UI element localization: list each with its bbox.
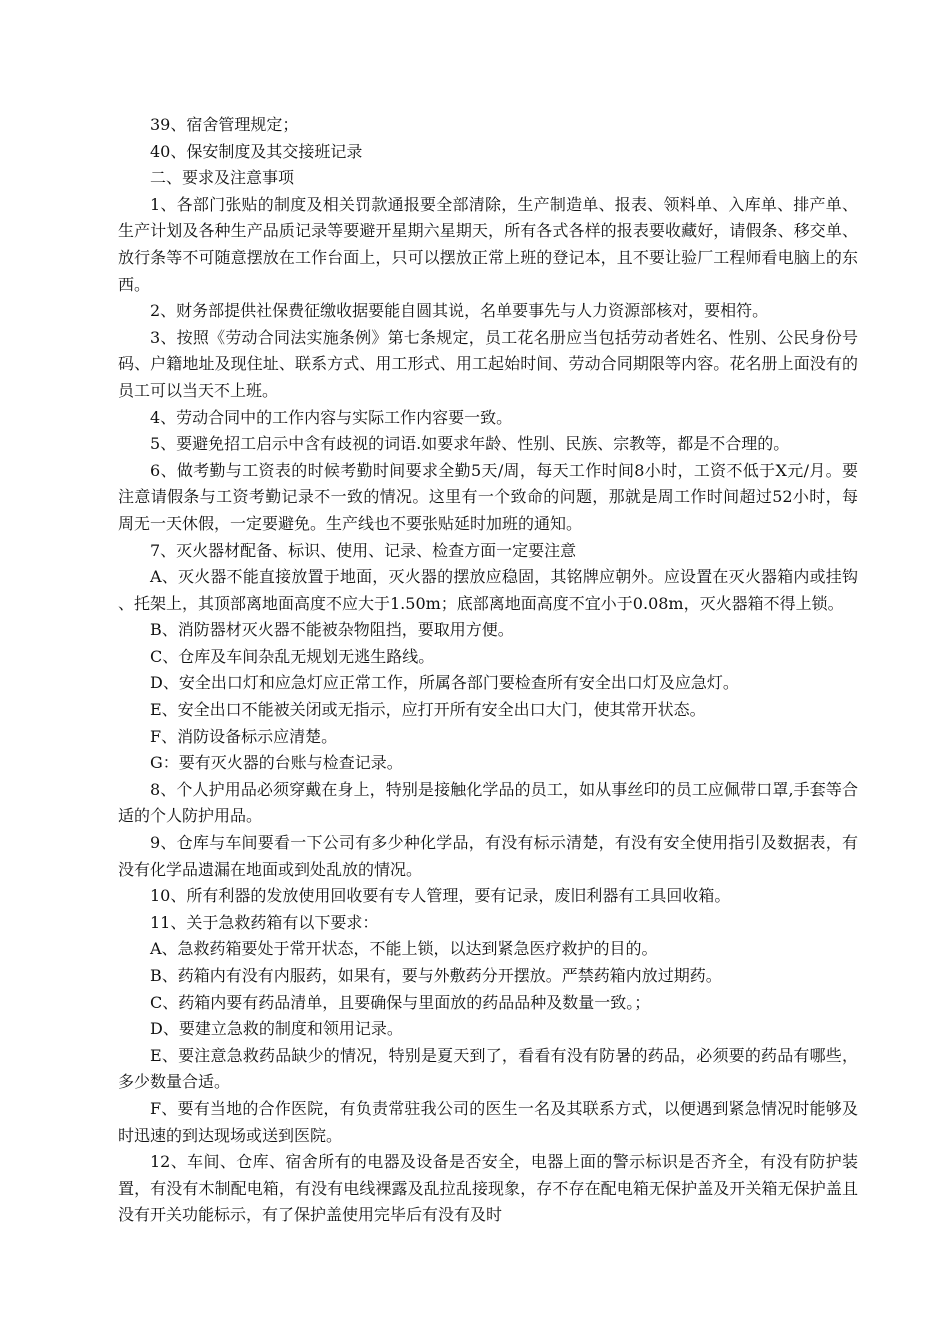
paragraph: 1、各部门张贴的制度及相关罚款通报要全部清除，生产制造单、报表、领料单、入库单、排产单、生产计划及各种生产品质记录等要避开星期六星期天，所有各式各样的报表要收藏好，请假条、移交单、放行条等不可随意摆放在工作台面上，只可以摆放正常上班的登记本，且不要让验厂工程师看电脑上的东西。 — [118, 194, 858, 294]
paragraph: F、消防设备标示应清楚。 — [150, 726, 338, 746]
paragraph: C、仓库及车间杂乱无规划无逃生路线。 — [150, 646, 435, 666]
paragraph: 5、要避免招工启示中含有歧视的词语.如要求年龄、性别、民族、宗教等，都是不合理的。 — [150, 434, 790, 454]
paragraph: G：要有灭火器的台账与检查记录。 — [150, 753, 403, 773]
paragraph: 4、劳动合同中的工作内容与实际工作内容要一致。 — [150, 407, 513, 427]
section-heading: 二、要求及注意事项 — [150, 168, 295, 188]
paragraph: E、要注意急救药品缺少的情况，特别是夏天到了，看看有没有防暑的药品，必须要的药品有哪些，多少数量合适。 — [118, 1045, 858, 1092]
paragraph: E、安全出口不能被关闭或无指示，应打开所有安全出口大门，使其常开状态。 — [150, 700, 706, 720]
paragraph: 9、仓库与车间要看一下公司有多少种化学品，有没有标示清楚，有没有安全使用指引及数据表，有没有化学品遗漏在地面或到处乱放的情况。 — [118, 833, 858, 879]
paragraph: 10、所有利器的发放使用回收要有专人管理，要有记录，废旧利器有工具回收箱。 — [150, 886, 731, 906]
paragraph: 8、个人护用品必须穿戴在身上，特别是接触化学品的员工，如从事丝印的员工应佩带口罩,手套等合适的个人防护用品。 — [118, 779, 858, 826]
paragraph: B、药箱内有没有内服药，如果有，要与外敷药分开摆放。严禁药箱内放过期药。 — [150, 966, 722, 985]
paragraph: 39、宿舍管理规定； — [150, 115, 299, 134]
paragraph: 12、车间、仓库、宿舍所有的电器及设备是否安全，电器上面的警示标识是否齐全，有没有防护装置，有没有木制配电箱，有没有电线裸露及乱拉乱接现象，存不存在配电箱无保护盖及开关箱无保护盖且没有开关功能标示，有了保护盖使用完毕后有没有及时 — [118, 1152, 858, 1225]
paragraph: B、消防器材灭火器不能被杂物阻挡，要取用方便。 — [150, 620, 514, 640]
paragraph: F、要有当地的合作医院，有负责常驻我公司的医生一名及其联系方式，以便遇到紧急情况时能够及时迅速的到达现场或送到医院。 — [118, 1098, 858, 1145]
paragraph: 7、灭火器材配备、标识、使用、记录、检查方面一定要注意 — [150, 540, 577, 560]
paragraph: D、要建立急救的制度和领用记录。 — [150, 1019, 403, 1039]
paragraph: A、急救药箱要处于常开状态，不能上锁，以达到紧急医疗救护的目的。 — [150, 939, 658, 959]
paragraph: 6、做考勤与工资表的时候考勤时间要求全勤5天/周，每天工作时间8小时，工资不低于X元/月。要注意请假条与工资考勤记录不一致的情况。这里有一个致命的问题，那就是周工作时间超过52小时，每周无一天休假，一定要避免。生产线也不要张贴延时加班的通知。 — [118, 460, 858, 533]
document-body — [118, 112, 858, 1229]
paragraph: D、安全出口灯和应急灯应正常工作，所属各部门要检查所有安全出口灯及应急灯。 — [150, 673, 739, 693]
paragraph: 11、关于急救药箱有以下要求： — [150, 912, 379, 932]
paragraph: A、灭火器不能直接放置于地面，灭火器的摆放应稳固，其铭牌应朝外。应设置在灭火器箱内或挂钩、托架上，其顶部离地面高度不应大于1.50m；底部离地面高度不宜小于0.08m，灭火器箱不得上锁。 — [118, 567, 858, 613]
paragraph: 3、按照《劳动合同法实施条例》第七条规定，员工花名册应当包括劳动者姓名、性别、公民身份号码、户籍地址及现住址、联系方式、用工形式、用工起始时间、劳动合同期限等内容。花名册上面没有的员工可以当天不上班。 — [118, 327, 858, 400]
paragraph: C、药箱内要有药品清单，且要确保与里面放的药品品种及数量一致。； — [150, 992, 651, 1012]
paragraph: 40、保安制度及其交接班记录 — [150, 141, 363, 161]
paragraph: 2、财务部提供社保费征缴收据要能自圆其说，名单要事先与人力资源部核对，要相符。 — [150, 301, 769, 321]
